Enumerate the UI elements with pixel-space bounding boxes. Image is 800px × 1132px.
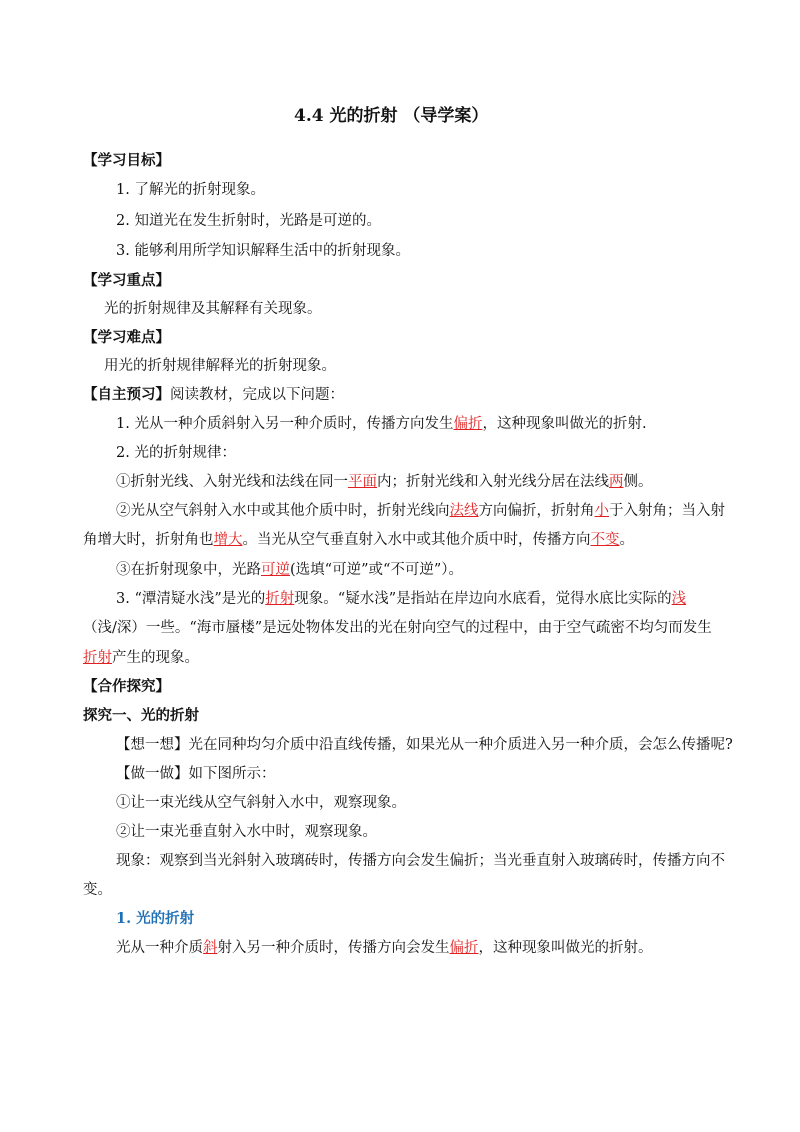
preview-intro: 阅读教材，完成以下问题： <box>170 387 344 403</box>
key-heading: 【学习重点】 <box>83 272 170 289</box>
page-title: 4.4 光的折射 （导学案） <box>294 106 489 126</box>
do-step-1: ①让一束光线从空气斜射入水中，观察现象。 <box>116 795 406 811</box>
answer-fill: 可逆 <box>261 562 290 578</box>
difficulty-text: 用光的折射规律解释光的折射现象。 <box>104 358 336 374</box>
final-definition <box>116 938 653 958</box>
rule-2a <box>116 501 725 521</box>
text-segment: ③在折射现象中，光路 <box>116 562 261 578</box>
goal-item: 1. 了解光的折射现象。 <box>116 182 265 198</box>
goal-item: 3. 能够利用所学知识解释生活中的折射现象。 <box>116 243 410 259</box>
text-segment: 如下图所示： <box>188 766 276 782</box>
difficulty-heading: 【学习难点】 <box>83 329 170 346</box>
rule-2b <box>83 530 634 550</box>
do-step-2: ②让一束光垂直射入水中时，观察现象。 <box>116 824 377 840</box>
preview-heading: 【自主预习】 <box>83 386 170 403</box>
goals-heading: 【学习目标】 <box>83 152 170 169</box>
text-segment: (选填“可逆”或“不可逆”）。 <box>290 562 464 578</box>
rule-3 <box>116 560 463 580</box>
text-segment: 射入另一种介质时，传播方向会发生 <box>217 940 450 956</box>
text-segment: 1. 光从一种介质斜射入另一种介质时，传播方向发生 <box>116 416 454 432</box>
answer-fill: 斜 <box>203 940 218 956</box>
do-label: 【做一做】 <box>116 766 189 782</box>
goal-item: 2. 知道光在发生折射时，光路是可逆的。 <box>116 213 381 229</box>
text-segment: 。 <box>619 532 634 548</box>
do-line <box>116 764 276 784</box>
text-segment: 角增大时，折射角也 <box>83 532 214 548</box>
answer-fill: 折射 <box>265 591 295 607</box>
text-segment: ②光从空气斜射入水中或其他介质中时，折射光线向 <box>116 503 450 519</box>
phenomenon-line-cont: 变。 <box>83 882 112 898</box>
text-segment: 内；折射光线和入射光线分居在法线 <box>377 474 609 490</box>
answer-fill: 偏折 <box>449 940 479 956</box>
text-segment: 光从一种介质 <box>116 940 203 956</box>
think-label: 【想一想】 <box>116 737 189 753</box>
text-segment: 光在同种均匀介质中沿直线传播，如果光从一种介质进入另一种介质，会怎么传播呢? <box>188 737 733 753</box>
answer-fill: 增大 <box>213 532 243 548</box>
text-segment: ，这种现象叫做光的折射。 <box>478 940 653 956</box>
answer-fill: 浅 <box>671 591 687 607</box>
question-1 <box>116 414 647 434</box>
text-segment: 3. “潭清疑水浅”是光的 <box>116 591 266 607</box>
answer-fill: 平面 <box>348 474 377 490</box>
text-segment: 现象。“疑水浅”是指站在岸边向水底看，觉得水底比实际的 <box>294 591 672 607</box>
answer-fill: 折射 <box>83 650 112 666</box>
answer-fill: 两 <box>609 474 624 490</box>
question-3a <box>116 589 686 609</box>
answer-fill: 小 <box>594 503 609 519</box>
text-segment: 于入射角；当入射 <box>609 503 725 519</box>
explore-heading: 探究一、光的折射 <box>83 707 199 724</box>
answer-fill: 法线 <box>449 503 479 519</box>
phenomenon-line: 现象：观察到当光斜射入玻璃砖时，传播方向会发生偏折；当光垂直射入玻璃砖时，传播方向不 <box>116 853 725 869</box>
key-text: 光的折射规律及其解释有关现象。 <box>104 301 322 317</box>
subsection-title: 1. 光的折射 <box>116 910 195 927</box>
text-segment: 。当光从空气垂直射入水中或其他介质中时，传播方向 <box>242 532 591 548</box>
text-segment: 侧。 <box>623 474 653 490</box>
preview-line <box>83 385 344 405</box>
text-segment: 产生的现象。 <box>112 650 199 666</box>
question-2: 2. 光的折射规律： <box>116 445 236 461</box>
think-line <box>116 735 733 755</box>
rule-1 <box>116 472 653 492</box>
text-segment: 方向偏折，折射角 <box>478 503 595 519</box>
answer-fill: 不变 <box>590 532 620 548</box>
answer-fill: 偏折 <box>453 416 483 432</box>
text-segment: ，这种现象叫做光的折射. <box>482 416 647 432</box>
coop-heading: 【合作探究】 <box>83 678 170 695</box>
question-3c <box>83 648 199 668</box>
text-segment: ①折射光线、入射光线和法线在同一 <box>116 474 348 490</box>
question-3b: （浅/深）一些。“海市蜃楼”是远处物体发出的光在射向空气的过程中，由于空气疏密不均匀而发生 <box>83 620 712 636</box>
